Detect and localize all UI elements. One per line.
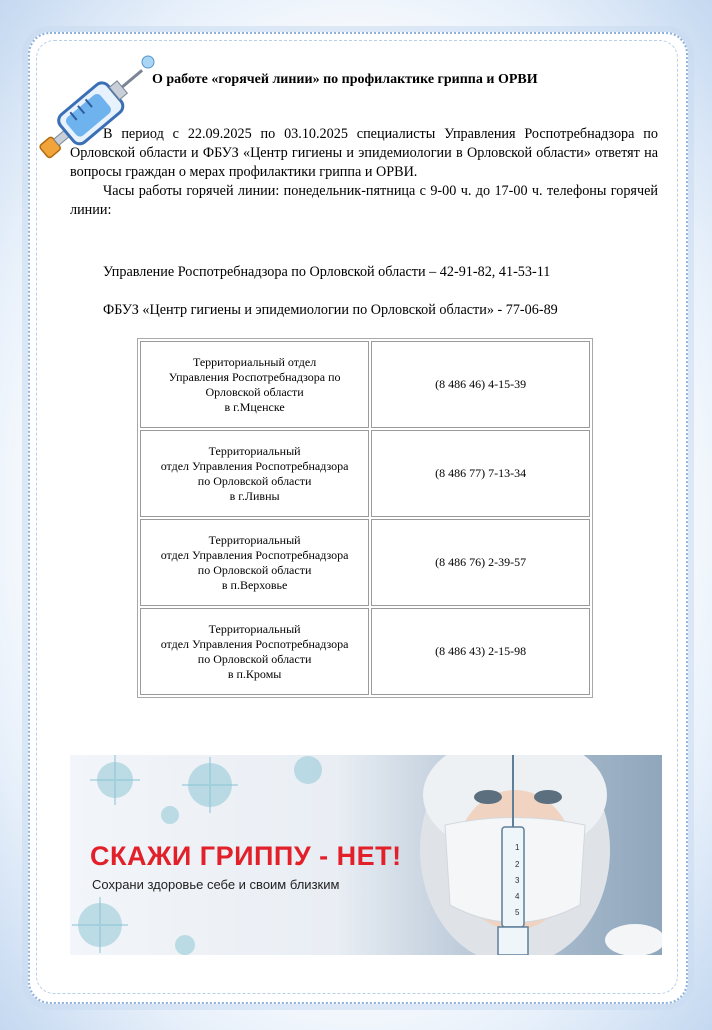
svg-text:5: 5 — [515, 908, 520, 917]
department-name: Территориальный отдел Управления Роспотребнадзора по Орловской области в г.Мценске — [140, 341, 369, 428]
department-phone: (8 486 77) 7-13-34 — [371, 430, 590, 517]
department-phone: (8 486 76) 2-39-57 — [371, 519, 590, 606]
hours-paragraph: Часы работы горячей линии: понедельник-пятница с 9-00 ч. до 17-00 ч. телефоны горячей линии: — [70, 183, 658, 218]
table-row — [140, 519, 590, 606]
contact-fbuz: ФБУЗ «Центр гигиены и эпидемиологии по Орловской области» - 77-06-89 — [103, 302, 558, 318]
table-row — [140, 430, 590, 517]
banner-title: СКАЖИ ГРИППУ - НЕТ! — [90, 841, 402, 871]
department-name: Территориальный отдел Управления Роспотребнадзора по Орловской области в п.Верховье — [140, 519, 369, 606]
announcement-text — [70, 125, 658, 220]
svg-text:1: 1 — [515, 843, 520, 852]
table-row — [140, 341, 590, 428]
svg-text:2: 2 — [515, 860, 520, 869]
banner-subtitle: Сохрани здоровье себе и своим близким — [92, 877, 340, 892]
table-row — [140, 608, 590, 695]
departments-table — [137, 338, 593, 698]
page-title: О работе «горячей линии» по профилактике гриппа и ОРВИ — [152, 72, 538, 87]
svg-text:3: 3 — [515, 876, 520, 885]
syringe-icon — [502, 827, 524, 927]
contact-rospotrebnadzor: Управление Роспотребнадзора по Орловской области – 42-91-82, 41-53-11 — [103, 264, 551, 280]
department-name: Территориальный отдел Управления Роспотребнадзора по Орловской области в г.Ливны — [140, 430, 369, 517]
department-phone: (8 486 43) 2-15-98 — [371, 608, 590, 695]
department-phone: (8 486 46) 4-15-39 — [371, 341, 590, 428]
department-name: Территориальный отдел Управления Роспотребнадзора по Орловской области в п.Кромы — [140, 608, 369, 695]
announcement-paragraph: В период с 22.09.2025 по 03.10.2025 специалисты Управления Роспотребнадзора по Орловской области и ФБУЗ «Центр гигиены и эпидемиологии в Орловской области» ответят на вопросы граждан о мерах профилактики гриппа и ОРВИ. — [70, 126, 658, 180]
svg-text:4: 4 — [515, 892, 520, 901]
flu-banner — [70, 755, 662, 955]
